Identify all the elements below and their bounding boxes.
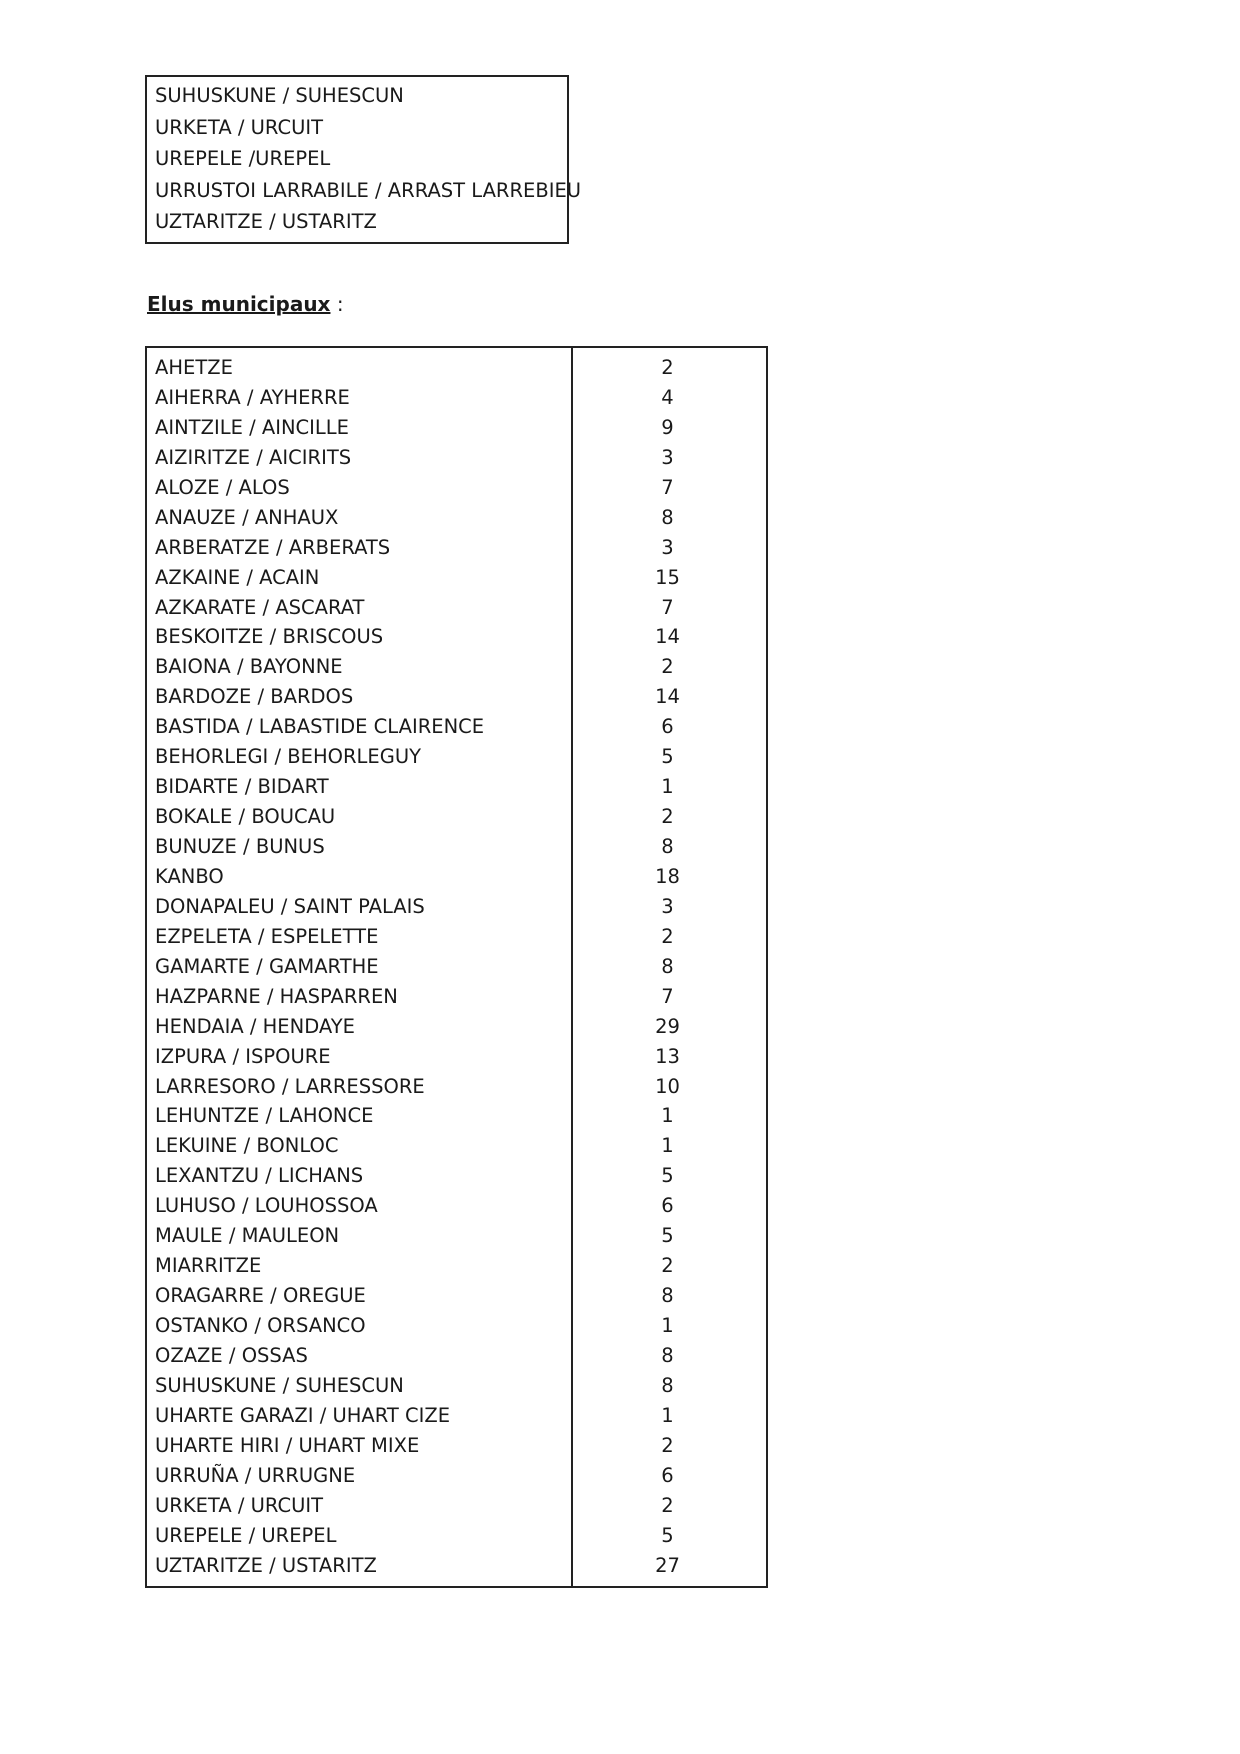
elus-count-cell: 8 (661, 1284, 674, 1308)
table-row (147, 712, 766, 742)
table-row (147, 1491, 766, 1521)
elus-count-cell: 18 (655, 864, 680, 888)
table-row (147, 622, 766, 652)
list-item: URRUSTOI LARRABILE / ARRAST LARREBIEU (155, 178, 582, 202)
table-row (147, 1281, 766, 1311)
commune-name-cell: LEKUINE / BONLOC (155, 1134, 339, 1158)
commune-name-cell: HENDAIA / HENDAYE (155, 1014, 355, 1038)
elus-count-cell: 5 (661, 745, 674, 769)
elus-count-cell: 7 (661, 475, 674, 499)
table-row (147, 1431, 766, 1461)
commune-name-cell: AIZIRITZE / AICIRITS (155, 445, 352, 469)
commune-name-cell: DONAPALEU / SAINT PALAIS (155, 894, 425, 918)
table-row (147, 892, 766, 922)
commune-name-cell: BESKOITZE / BRISCOUS (155, 625, 384, 649)
elus-count-cell: 2 (661, 356, 674, 379)
elus-count-cell: 8 (661, 954, 674, 978)
commune-name-cell: ARBERATZE / ARBERATS (155, 535, 391, 559)
table-row (147, 802, 766, 832)
commune-name-cell: ORAGARRE / OREGUE (155, 1284, 366, 1308)
commune-name-cell: URRUÑA / URRUGNE (155, 1463, 356, 1487)
table-row (147, 383, 766, 413)
table-row (147, 1072, 766, 1102)
elus-table (145, 346, 768, 1588)
table-row (147, 1371, 766, 1401)
commune-name-cell: EZPELETA / ESPELETTE (155, 924, 379, 948)
table-row (147, 982, 766, 1012)
commune-name-cell: SUHUSKUNE / SUHESCUN (155, 1373, 404, 1397)
table-row (147, 1551, 766, 1581)
commune-name-cell: GAMARTE / GAMARTHE (155, 954, 379, 978)
section-heading-text: Elus municipaux (147, 292, 331, 316)
elus-count-cell: 27 (655, 1553, 680, 1577)
commune-name-cell: UREPELE / UREPEL (155, 1523, 337, 1547)
table-row (147, 862, 766, 892)
table-row (147, 742, 766, 772)
elus-count-cell: 2 (661, 1254, 674, 1278)
table-row (147, 593, 766, 623)
table-row (147, 1131, 766, 1161)
elus-count-cell: 7 (661, 595, 674, 619)
elus-count-cell: 7 (661, 984, 674, 1008)
column-divider (571, 348, 573, 1586)
table-row (147, 1461, 766, 1491)
table-row (147, 413, 766, 443)
elus-count-cell: 8 (661, 505, 674, 529)
elus-count-cell: 1 (661, 775, 674, 799)
table-row (147, 1161, 766, 1191)
commune-name-cell: BARDOZE / BARDOS (155, 685, 354, 709)
elus-count-cell: 8 (661, 1343, 674, 1367)
elus-count-cell: 2 (661, 1433, 674, 1457)
commune-name-cell: AIHERRA / AYHERRE (155, 385, 350, 409)
elus-count-cell: 1 (661, 1314, 674, 1337)
commune-name-cell: MAULE / MAULEON (155, 1224, 340, 1248)
table-row (147, 1191, 766, 1221)
list-item: SUHUSKUNE / SUHESCUN (155, 84, 404, 107)
elus-count-cell: 6 (661, 715, 674, 739)
commune-name-cell: LEHUNTZE / LAHONCE (155, 1104, 374, 1128)
table-row (147, 1401, 766, 1431)
commune-name-cell: AHETZE (155, 356, 233, 379)
commune-name-cell: LARRESORO / LARRESSORE (155, 1074, 425, 1098)
elus-count-cell: 3 (661, 535, 674, 559)
elus-count-cell: 5 (661, 1224, 674, 1248)
commune-name-cell: AZKAINE / ACAIN (155, 565, 320, 589)
commune-name-cell: KANBO (155, 864, 224, 888)
table-row (147, 1012, 766, 1042)
table-row (147, 772, 766, 802)
elus-count-cell: 3 (661, 894, 674, 918)
elus-count-cell: 3 (661, 445, 674, 469)
list-item: URKETA / URCUIT (155, 115, 324, 139)
elus-count-cell: 10 (655, 1074, 680, 1098)
commune-name-cell: LEXANTZU / LICHANS (155, 1164, 364, 1188)
commune-name-cell: OSTANKO / ORSANCO (155, 1314, 366, 1337)
commune-name-cell: BIDARTE / BIDART (155, 775, 329, 799)
elus-count-cell: 8 (661, 1373, 674, 1397)
elus-count-cell: 1 (661, 1134, 674, 1158)
table-row (147, 952, 766, 982)
elus-count-cell: 2 (661, 1493, 674, 1517)
table-row (147, 443, 766, 473)
commune-name-cell: AINTZILE / AINCILLE (155, 415, 349, 439)
commune-name-cell: BEHORLEGI / BEHORLEGUY (155, 745, 422, 769)
section-heading-colon: : (330, 292, 344, 316)
commune-name-cell: IZPURA / ISPOURE (155, 1044, 331, 1068)
elus-count-cell: 2 (661, 805, 674, 829)
elus-count-cell: 1 (661, 1403, 674, 1427)
elus-count-cell: 15 (655, 565, 680, 589)
list-item: UZTARITZE / USTARITZ (155, 210, 377, 233)
table-row (147, 1311, 766, 1341)
commune-name-cell: OZAZE / OSSAS (155, 1343, 308, 1367)
commune-name-cell: ANAUZE / ANHAUX (155, 505, 339, 529)
table-row (147, 1101, 766, 1131)
table-row (147, 563, 766, 593)
commune-name-cell: UZTARITZE / USTARITZ (155, 1553, 377, 1577)
commune-name-cell: ALOZE / ALOS (155, 475, 290, 499)
table-row (147, 682, 766, 712)
table-row (147, 832, 766, 862)
table-row (147, 353, 766, 383)
elus-count-cell: 6 (661, 1463, 674, 1487)
elus-count-cell: 9 (661, 415, 674, 439)
elus-count-cell: 14 (655, 685, 680, 709)
top-commune-list (145, 75, 582, 244)
elus-count-cell: 5 (661, 1164, 674, 1188)
elus-count-cell: 29 (655, 1014, 680, 1038)
commune-name-cell: URKETA / URCUIT (155, 1493, 324, 1517)
commune-name-cell: UHARTE GARAZI / UHART CIZE (155, 1403, 451, 1427)
elus-count-cell: 8 (661, 835, 674, 858)
table-row (147, 1221, 766, 1251)
table-row (147, 503, 766, 533)
table-row (147, 1521, 766, 1551)
commune-name-cell: HAZPARNE / HASPARREN (155, 984, 398, 1008)
table-row (147, 1251, 766, 1281)
table-row (147, 533, 766, 563)
elus-count-cell: 13 (655, 1044, 680, 1068)
section-heading (147, 292, 344, 316)
list-item: UREPELE /UREPEL (155, 147, 331, 170)
elus-count-cell: 1 (661, 1104, 674, 1128)
table-row (147, 1341, 766, 1371)
commune-name-cell: UHARTE HIRI / UHART MIXE (155, 1433, 420, 1457)
table-row (147, 652, 766, 682)
elus-count-cell: 5 (661, 1523, 674, 1547)
elus-count-cell: 6 (661, 1194, 674, 1218)
commune-name-cell: BAIONA / BAYONNE (155, 655, 343, 679)
elus-count-cell: 4 (661, 385, 674, 409)
elus-count-cell: 14 (655, 625, 680, 649)
commune-name-cell: BASTIDA / LABASTIDE CLAIRENCE (155, 715, 485, 739)
commune-name-cell: BUNUZE / BUNUS (155, 835, 325, 858)
elus-count-cell: 2 (661, 924, 674, 948)
elus-count-cell: 2 (661, 655, 674, 679)
table-row (147, 1042, 766, 1072)
commune-name-cell: BOKALE / BOUCAU (155, 805, 336, 829)
table-row (147, 473, 766, 503)
commune-name-cell: AZKARATE / ASCARAT (155, 595, 365, 619)
commune-name-cell: LUHUSO / LOUHOSSOA (155, 1194, 378, 1218)
commune-name-cell: MIARRITZE (155, 1254, 262, 1278)
table-row (147, 922, 766, 952)
